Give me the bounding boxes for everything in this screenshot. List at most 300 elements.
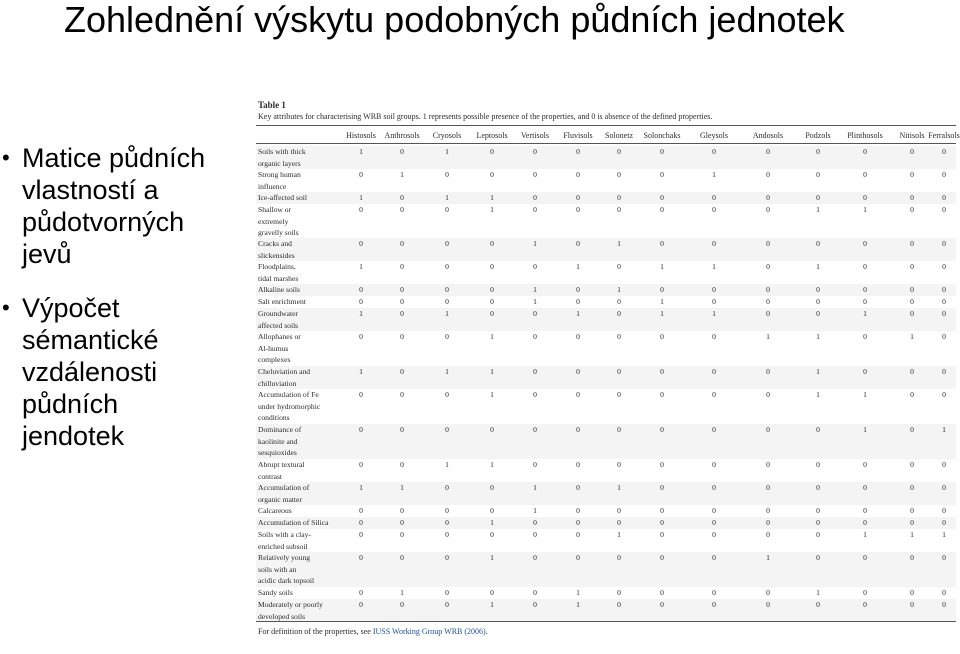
table-cell: 1	[766, 332, 770, 341]
table-cell: 0	[490, 262, 494, 271]
table-cell: 0	[712, 390, 716, 399]
footnote-text: For definition of the properties, see	[258, 627, 373, 636]
footnote-reference-link[interactable]: IUSS Working Group WRB (2006)	[372, 627, 486, 636]
table-cell: 0	[942, 600, 946, 609]
row-label: Sandy soils	[258, 588, 293, 597]
table-bottom-rule	[256, 621, 956, 622]
table-row	[256, 529, 956, 552]
table-cell: 0	[660, 285, 664, 294]
table-cell: 1	[816, 332, 820, 341]
table-cell: 0	[400, 239, 404, 248]
table-cell: 0	[490, 588, 494, 597]
table-cell: 0	[816, 553, 820, 562]
row-label: Calcareous	[258, 506, 292, 515]
table-cell: 0	[660, 460, 664, 469]
table-cell: 0	[617, 390, 621, 399]
table-cell: 1	[576, 262, 580, 271]
table-cell: 0	[910, 297, 914, 306]
table-cell: 0	[816, 193, 820, 202]
table-row	[256, 482, 956, 505]
table-cell: 0	[766, 425, 770, 434]
table-cell: 0	[660, 147, 664, 156]
table-cell: 0	[863, 147, 867, 156]
table-cell: 1	[617, 483, 621, 492]
table-cell: 1	[533, 506, 537, 515]
table-cell: 0	[359, 205, 363, 214]
slide-title: Zohlednění výskytu podobných půdních jednotek	[64, 0, 845, 40]
table-row	[256, 366, 956, 389]
table-cell: 0	[942, 553, 946, 562]
table-cell: 1	[863, 309, 867, 318]
row-label: Groundwater affected soils	[258, 309, 299, 330]
table-cell: 0	[766, 297, 770, 306]
table-cell: 0	[816, 170, 820, 179]
table-cell: 0	[660, 553, 664, 562]
column-header: Fluvisols	[563, 131, 593, 140]
table-cell: 0	[445, 205, 449, 214]
table-cell: 0	[445, 600, 449, 609]
table-cell: 0	[359, 588, 363, 597]
table-cell: 0	[445, 297, 449, 306]
row-label: Salt enrichment	[258, 297, 306, 306]
table-row	[256, 552, 956, 587]
table-row	[256, 308, 956, 331]
table-cell: 0	[400, 367, 404, 376]
table-cell: 0	[766, 170, 770, 179]
table-cell: 0	[400, 205, 404, 214]
table-cell: 0	[533, 390, 537, 399]
table-cell: 1	[490, 205, 494, 214]
table-row	[256, 238, 956, 261]
table-cell: 0	[533, 262, 537, 271]
table-cell: 0	[617, 553, 621, 562]
table-cell: 0	[766, 460, 770, 469]
table-cell: 0	[766, 309, 770, 318]
table-cell: 0	[576, 390, 580, 399]
table-cell: 0	[863, 332, 867, 341]
table-cell: 0	[942, 332, 946, 341]
table-cell: 0	[942, 506, 946, 515]
table-cell: 0	[660, 518, 664, 527]
table-footnote	[258, 627, 488, 636]
table-cell: 0	[910, 588, 914, 597]
table-cell: 1	[617, 530, 621, 539]
table-cell: 0	[712, 367, 716, 376]
table-cell: 0	[910, 309, 914, 318]
table-cell: 0	[863, 483, 867, 492]
table-cell: 1	[445, 147, 449, 156]
column-header: Solonetz	[605, 131, 633, 140]
table-cell: 0	[576, 297, 580, 306]
table-cell: 0	[660, 530, 664, 539]
table-top-rule	[256, 125, 956, 126]
table-cell: 0	[576, 530, 580, 539]
table-cell: 0	[533, 553, 537, 562]
table-cell: 0	[400, 530, 404, 539]
table-cell: 0	[712, 297, 716, 306]
table-cell: 0	[400, 309, 404, 318]
table-cell: 1	[400, 588, 404, 597]
table-cell: 0	[660, 332, 664, 341]
table-cell: 0	[533, 530, 537, 539]
table-row	[256, 331, 956, 366]
table-cell: 0	[942, 147, 946, 156]
table-cell: 0	[910, 262, 914, 271]
table-cell: 0	[660, 600, 664, 609]
table-cell: 1	[660, 309, 664, 318]
table-cell: 1	[712, 262, 716, 271]
table-cell: 1	[533, 285, 537, 294]
table-cell: 0	[490, 285, 494, 294]
table-cell: 0	[766, 193, 770, 202]
table-cell: 1	[490, 193, 494, 202]
table-cell: 0	[533, 600, 537, 609]
table-cell: 1	[617, 239, 621, 248]
table-cell: 1	[712, 170, 716, 179]
table-cell: 0	[942, 297, 946, 306]
table-cell: 0	[617, 332, 621, 341]
table-cell: 0	[816, 285, 820, 294]
column-header: Gleysols	[700, 131, 728, 140]
table-cell: 0	[400, 332, 404, 341]
table-cell: 0	[400, 297, 404, 306]
table-row	[256, 459, 956, 482]
table-cell: 0	[766, 390, 770, 399]
table-cell: 0	[910, 425, 914, 434]
table-row	[256, 296, 956, 308]
table-cell: 0	[712, 147, 716, 156]
table-cell: 0	[660, 205, 664, 214]
table-cell: 0	[576, 553, 580, 562]
table-cell: 0	[766, 285, 770, 294]
table-cell: 0	[617, 425, 621, 434]
table-cell: 0	[617, 262, 621, 271]
table-cell: 0	[863, 518, 867, 527]
table-cell: 0	[400, 285, 404, 294]
table-cell: 0	[942, 170, 946, 179]
row-label: Ice-affected soil	[258, 193, 307, 202]
table-cell: 0	[359, 518, 363, 527]
row-label: Allophanes or Al-humus complexes	[258, 332, 301, 364]
table-cell: 0	[576, 170, 580, 179]
table-cell: 0	[490, 309, 494, 318]
table-cell: 1	[816, 262, 820, 271]
table-cell: 1	[445, 460, 449, 469]
table-cell: 1	[910, 530, 914, 539]
table-cell: 0	[576, 285, 580, 294]
column-header: Nitisols	[899, 131, 925, 140]
table-cell: 0	[660, 390, 664, 399]
table-cell: 0	[816, 483, 820, 492]
table-cell: 0	[617, 205, 621, 214]
table-cell: 0	[660, 367, 664, 376]
table-cell: 0	[617, 600, 621, 609]
row-label: Abrupt textural contrast	[258, 460, 305, 481]
table-cell: 0	[712, 460, 716, 469]
table-cell: 0	[816, 460, 820, 469]
row-label: Strong human influence	[258, 170, 301, 191]
row-label: Floodplains, tidal marshes	[258, 262, 299, 283]
table-cell: 0	[576, 147, 580, 156]
table-cell: 0	[910, 506, 914, 515]
column-header: Histosols	[346, 131, 376, 140]
table-cell: 0	[359, 425, 363, 434]
table-cell: 0	[816, 425, 820, 434]
table-row	[256, 169, 956, 192]
table-cell: 1	[400, 170, 404, 179]
table-cell: 0	[359, 600, 363, 609]
table-cell: 0	[445, 390, 449, 399]
table-row	[256, 284, 956, 296]
table-cell: 0	[576, 239, 580, 248]
table-cell: 0	[712, 193, 716, 202]
table-cell: 0	[490, 425, 494, 434]
table-row	[256, 599, 956, 622]
table-cell: 0	[816, 297, 820, 306]
table-cell: 0	[766, 518, 770, 527]
table-cell: 1	[359, 147, 363, 156]
table-cell: 0	[910, 193, 914, 202]
table-cell: 0	[942, 588, 946, 597]
table-cell: 1	[359, 262, 363, 271]
table-cell: 1	[660, 297, 664, 306]
table-cell: 0	[942, 193, 946, 202]
table-cell: 0	[359, 297, 363, 306]
table-cell: 0	[617, 309, 621, 318]
table-cell: 0	[359, 390, 363, 399]
table-cell: 0	[490, 147, 494, 156]
table-cell: 0	[816, 309, 820, 318]
table-cell: 1	[359, 193, 363, 202]
table-cell: 0	[533, 193, 537, 202]
table-cell: 0	[490, 239, 494, 248]
table-row	[256, 517, 956, 529]
table-cell: 1	[816, 390, 820, 399]
table-cell: 0	[910, 285, 914, 294]
table-cell: 0	[863, 239, 867, 248]
table-cell: 0	[576, 506, 580, 515]
table-cell: 0	[400, 390, 404, 399]
table-cell: 1	[490, 367, 494, 376]
table-cell: 1	[490, 390, 494, 399]
table-cell: 1	[576, 600, 580, 609]
table-cell: 0	[863, 588, 867, 597]
bullet-dot-icon: •	[2, 145, 10, 170]
table-cell: 0	[816, 530, 820, 539]
table-cell: 1	[816, 588, 820, 597]
table-cell: 1	[533, 297, 537, 306]
table-cell: 0	[617, 460, 621, 469]
table-cell: 0	[617, 193, 621, 202]
table-cell: 0	[712, 506, 716, 515]
table-cell: 0	[617, 506, 621, 515]
table-cell: 0	[533, 147, 537, 156]
row-label: Accumulation of Silica	[258, 518, 329, 527]
table-label: Table 1	[258, 100, 286, 110]
table-cell: 1	[490, 460, 494, 469]
column-header: Anthrosols	[384, 131, 420, 140]
row-label: Accumulation of organic matter	[258, 483, 310, 504]
table-cell: 0	[910, 170, 914, 179]
column-header: Andosols	[752, 131, 784, 140]
column-header: Vertisols	[521, 131, 549, 140]
column-header: Leptosols	[476, 131, 508, 140]
table-row	[256, 505, 956, 517]
table-cell: 0	[359, 506, 363, 515]
row-label: Soils with a clay- enriched subsoil	[258, 530, 311, 551]
table-row	[256, 389, 956, 424]
table-cell: 0	[617, 170, 621, 179]
table-cell: 0	[445, 553, 449, 562]
table-cell: 1	[863, 390, 867, 399]
footnote-end: .	[485, 627, 488, 636]
table-cell: 0	[617, 297, 621, 306]
table-cell: 0	[942, 460, 946, 469]
table-cell: 0	[617, 147, 621, 156]
table-cell: 0	[712, 553, 716, 562]
table-cell: 0	[942, 390, 946, 399]
table-row	[256, 587, 956, 599]
table-cell: 0	[359, 285, 363, 294]
table-cell: 0	[816, 506, 820, 515]
row-label: Alkaline soils	[258, 285, 300, 294]
table-cell: 0	[359, 332, 363, 341]
table-cell: 1	[712, 309, 716, 318]
table-cell: 0	[445, 518, 449, 527]
table-cell: 0	[863, 600, 867, 609]
table-cell: 1	[359, 483, 363, 492]
table-cell: 0	[712, 530, 716, 539]
table-cell: 1	[863, 425, 867, 434]
table-cell: 0	[359, 239, 363, 248]
table-cell: 0	[942, 483, 946, 492]
table-cell: 0	[533, 309, 537, 318]
table-cell: 0	[359, 170, 363, 179]
row-label: Cheluviation and chilluviation	[258, 367, 311, 388]
table-cell: 1	[576, 309, 580, 318]
table-cell: 0	[712, 588, 716, 597]
table-cell: 0	[766, 262, 770, 271]
table-caption: Key attributes for characterising WRB soil groups. 1 represents possible presence of the properties, and 0 is absence of the defined properties.	[258, 112, 713, 121]
table-cell: 0	[816, 147, 820, 156]
table-cell: 0	[910, 600, 914, 609]
table-cell: 0	[359, 530, 363, 539]
table-cell: 0	[445, 425, 449, 434]
table-cell: 0	[359, 460, 363, 469]
table-cell: 0	[617, 588, 621, 597]
table-cell: 0	[910, 483, 914, 492]
table-cell: 1	[942, 425, 946, 434]
table-cell: 1	[660, 262, 664, 271]
table-row	[256, 192, 956, 204]
table-cell: 0	[445, 588, 449, 597]
table-cell: 1	[359, 367, 363, 376]
table-cell: 0	[533, 332, 537, 341]
table-cell: 0	[863, 262, 867, 271]
table-cell: 0	[712, 332, 716, 341]
table-cell: 0	[576, 483, 580, 492]
table-cell: 0	[910, 460, 914, 469]
table-cell: 0	[576, 460, 580, 469]
table-cell: 0	[400, 506, 404, 515]
table-cell: 0	[576, 518, 580, 527]
row-label: Relatively young soils with an acidic dark topsoil	[258, 553, 315, 585]
table-cell: 0	[910, 239, 914, 248]
column-header: Solonchaks	[643, 131, 681, 140]
table-cell: 0	[910, 367, 914, 376]
bullet-text: Matice půdních vlastností a půdotvorných jevů	[22, 143, 206, 269]
table-cell: 0	[816, 239, 820, 248]
table-cell: 0	[942, 518, 946, 527]
table-cell: 0	[863, 297, 867, 306]
table-cell: 0	[942, 309, 946, 318]
bullet-item	[0, 292, 240, 452]
table-cell: 0	[942, 239, 946, 248]
table-cell: 0	[766, 239, 770, 248]
table-cell: 0	[660, 506, 664, 515]
table-cell: 0	[445, 483, 449, 492]
row-label: Shallow or extremely gravelly soils	[258, 205, 299, 237]
table-cell: 0	[816, 518, 820, 527]
table-cell: 0	[576, 367, 580, 376]
table-cell: 0	[712, 483, 716, 492]
table-cell: 1	[490, 600, 494, 609]
column-header: Podzols	[805, 131, 831, 140]
table-cell: 0	[576, 193, 580, 202]
table-cell: 0	[766, 367, 770, 376]
table-cell: 0	[816, 600, 820, 609]
table-row	[256, 146, 956, 169]
table-cell: 0	[490, 483, 494, 492]
table-cell: 0	[400, 600, 404, 609]
table-cell: 0	[400, 262, 404, 271]
table-cell: 0	[445, 239, 449, 248]
table-cell: 0	[766, 506, 770, 515]
table-cell: 0	[766, 205, 770, 214]
table-cell: 0	[766, 600, 770, 609]
bullet-list	[0, 142, 240, 474]
table-row	[256, 204, 956, 238]
table-cell: 0	[617, 518, 621, 527]
row-label: Soils with thick organic layers	[258, 147, 306, 168]
table-cell: 1	[910, 332, 914, 341]
table-cell: 0	[942, 205, 946, 214]
table-cell: 0	[766, 483, 770, 492]
table-cell: 0	[576, 205, 580, 214]
table-cell: 0	[445, 506, 449, 515]
bullet-dot-icon: •	[2, 295, 10, 320]
table-cell: 0	[660, 239, 664, 248]
table-row	[256, 424, 956, 459]
table-cell: 0	[910, 553, 914, 562]
table-cell: 1	[816, 205, 820, 214]
table-cell: 0	[359, 553, 363, 562]
table-cell: 0	[863, 506, 867, 515]
table-cell: 0	[490, 530, 494, 539]
row-label: Cracks and slickensides	[258, 239, 295, 260]
table-cell: 1	[359, 309, 363, 318]
table-cell: 0	[490, 297, 494, 306]
table-cell: 0	[712, 425, 716, 434]
table-cell: 0	[766, 588, 770, 597]
bullet-text: Výpočet sémantické vzdálenosti půdních jendotek	[22, 293, 159, 451]
table-cell: 0	[400, 425, 404, 434]
table-cell: 0	[576, 425, 580, 434]
table-cell: 0	[660, 588, 664, 597]
table-cell: 0	[400, 553, 404, 562]
table-cell: 0	[863, 460, 867, 469]
table-cell: 0	[712, 600, 716, 609]
